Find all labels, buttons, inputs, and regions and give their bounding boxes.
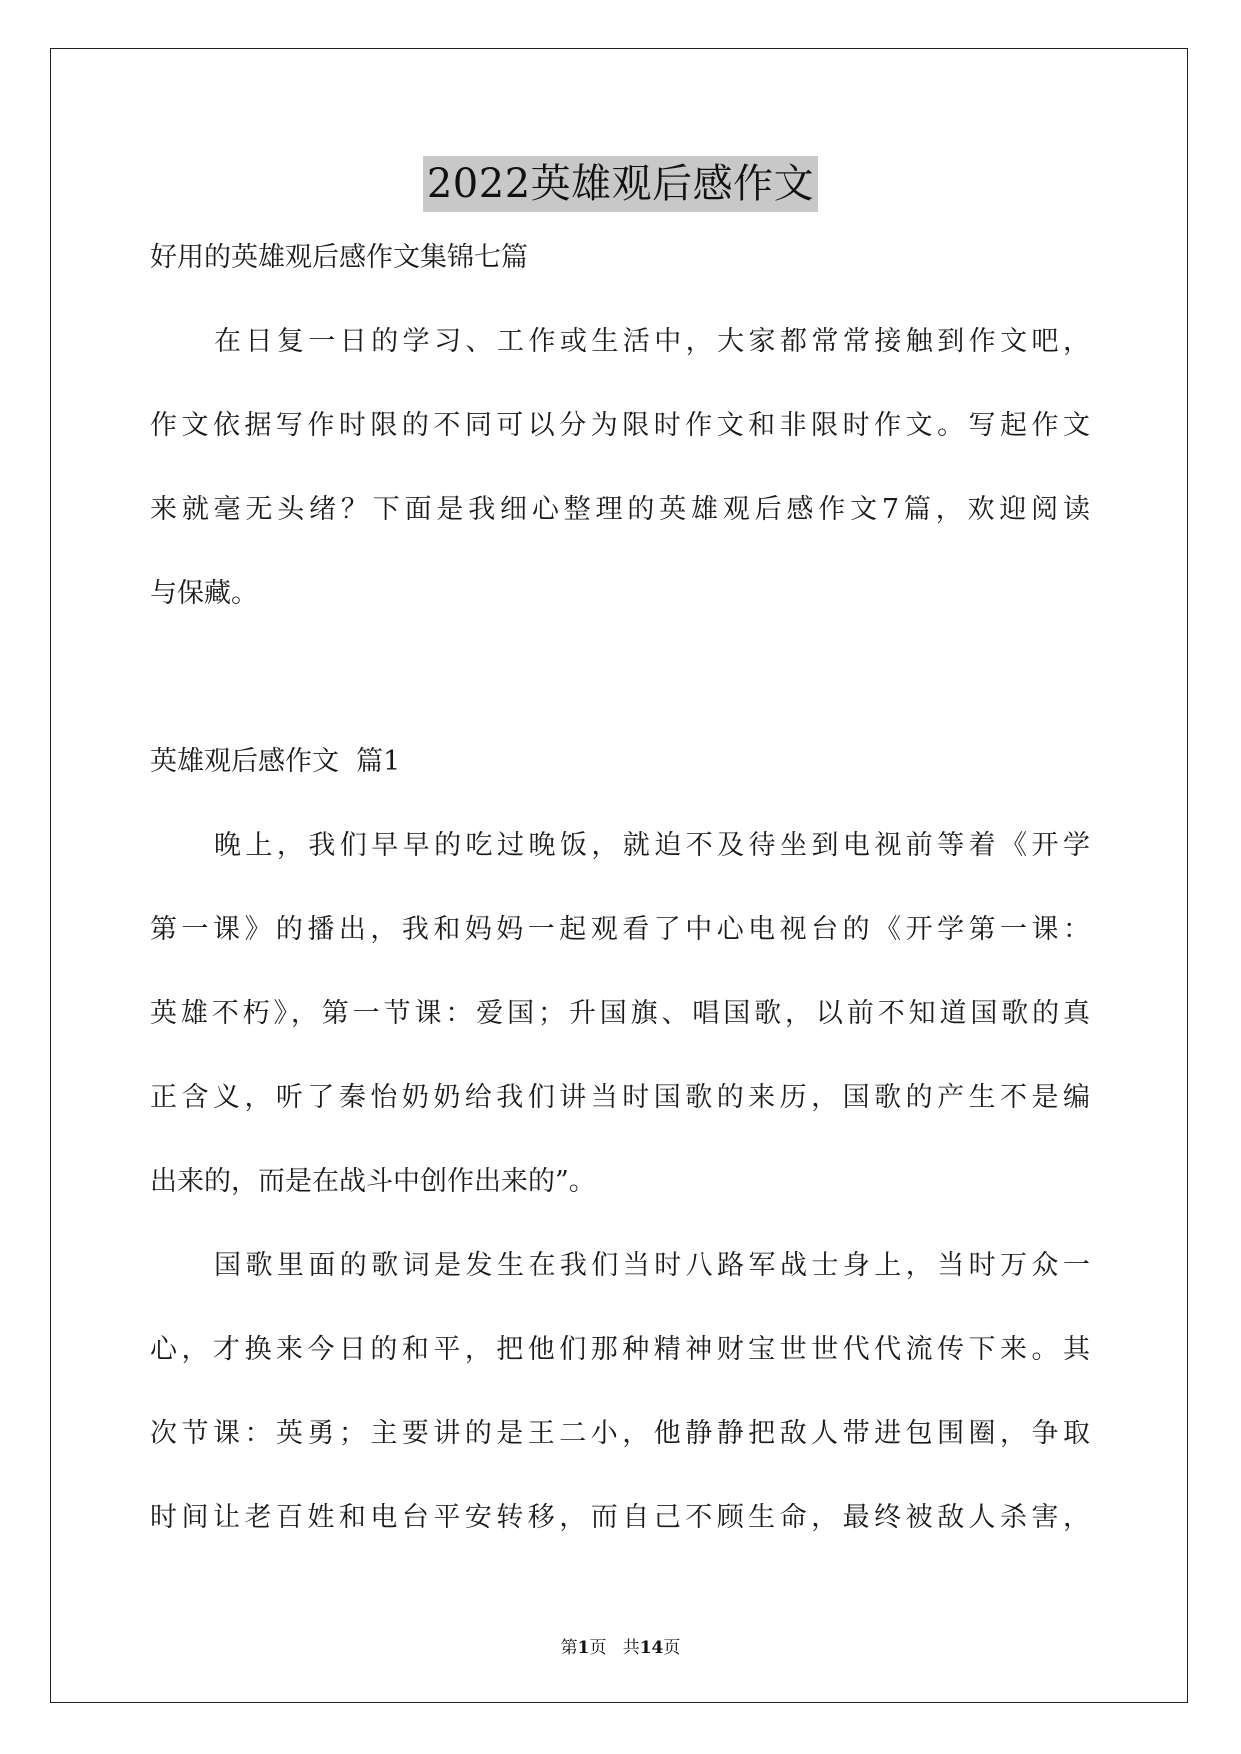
paragraph-line: 次节课：英勇；主要讲的是王二小，他静静把敌人带进包围圈，争取 [150, 1418, 1090, 1449]
paragraph-line: 出来的，而是在战斗中创作出来的”。 [150, 1166, 596, 1197]
paragraph-line: 正含义，听了秦怡奶奶给我们讲当时国歌的来历，国歌的产生不是编 [150, 1082, 1090, 1113]
subtitle: 好用的英雄观后感作文集锦七篇 [150, 242, 528, 273]
page-number: 1 [577, 1638, 590, 1658]
intro-line: 与保藏。 [150, 578, 258, 609]
section-heading: 英雄观后感作文 篇1 [150, 746, 401, 777]
intro-line: 来就毫无头绪？下面是我细心整理的英雄观后感作文7篇，欢迎阅读 [150, 494, 1090, 525]
total-pages: 14 [639, 1638, 664, 1658]
total-prefix: 共 [622, 1638, 640, 1658]
intro-line: 作文依据写作时限的不同可以分为限时作文和非限时作文。写起作文 [150, 410, 1090, 441]
document-body [150, 234, 1090, 1578]
page-footer [0, 1636, 1241, 1660]
total-suffix: 页 [663, 1638, 681, 1658]
page-prefix: 第 [560, 1638, 578, 1658]
paragraph-line: 第一课》的播出，我和妈妈一起观看了中心电视台的《开学第一课： [150, 914, 1090, 945]
paragraph-line: 英雄不朽》，第一节课：爱国；升国旗、唱国歌，以前不知道国歌的真 [150, 998, 1090, 1029]
paragraph-line: 晚上，我们早早的吃过晚饭，就迫不及待坐到电视前等着《开学 [214, 830, 1090, 861]
blank-line [150, 654, 1090, 738]
page-suffix: 页 [589, 1638, 607, 1658]
paragraph-line: 国歌里面的歌词是发生在我们当时八路军战士身上，当时万众一 [214, 1250, 1090, 1281]
paragraph-line: 时间让老百姓和电台平安转移，而自己不顾生命，最终被敌人杀害， [150, 1502, 1090, 1533]
paragraph-line: 心，才换来今日的和平，把他们那种精神财宝世世代代流传下来。其 [150, 1334, 1090, 1365]
intro-line: 在日复一日的学习、工作或生活中，大家都常常接触到作文吧， [214, 326, 1090, 357]
title-text: 2022英雄观后感作文 [423, 156, 818, 212]
document-title [0, 156, 1241, 212]
